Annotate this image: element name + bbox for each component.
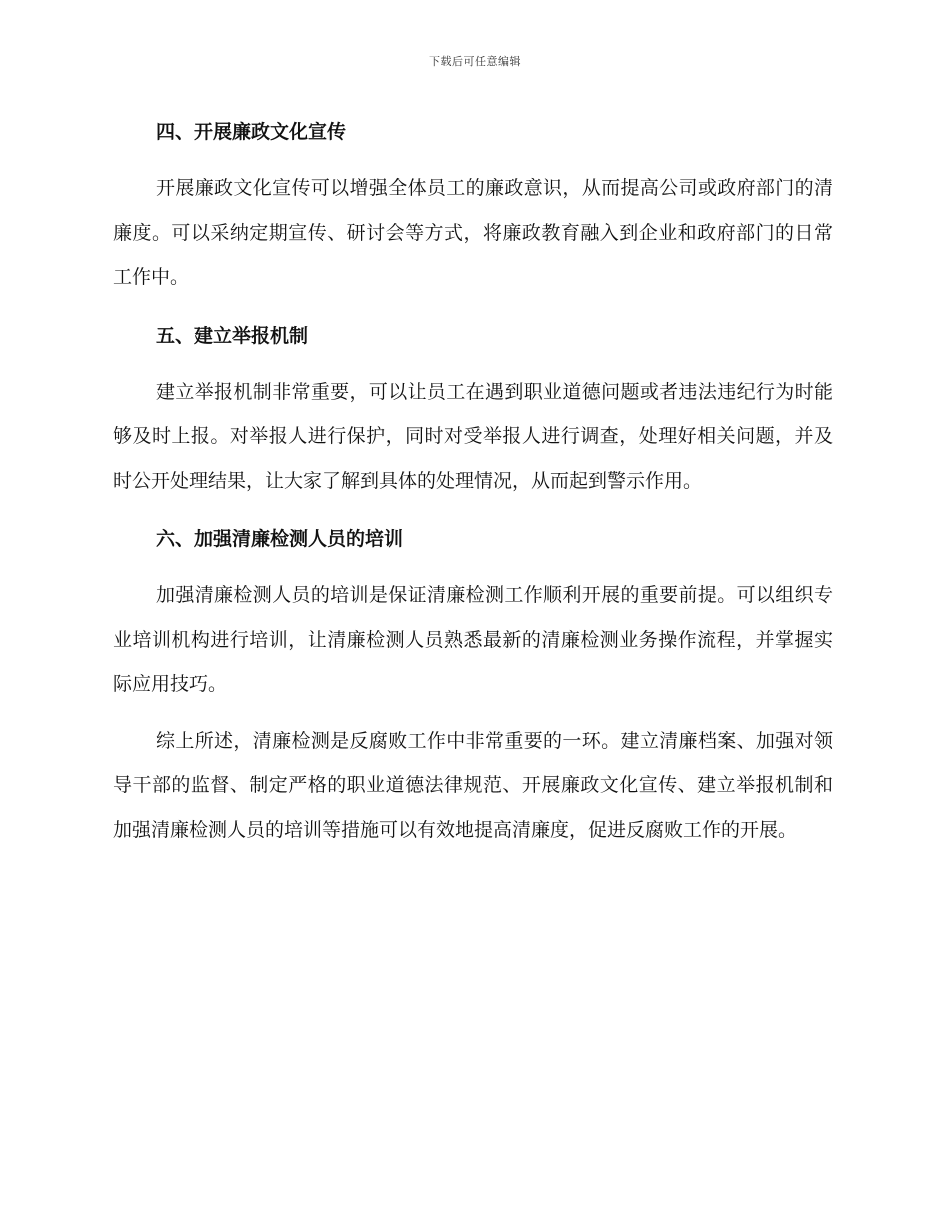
conclusion-paragraph: 综上所述，清廉检测是反腐败工作中非常重要的一环。建立清廉档案、加强对领导干部的监督、制定严格的职业道德法律规范、开展廉政文化宣传、建立举报机制和加强清廉检测人员的培训等措施可以有效地提高清廉度，促进反腐败工作的开展。 xyxy=(113,729,833,841)
section-heading-training: 六、加强清廉检测人员的培训 xyxy=(156,528,404,550)
document-body xyxy=(113,110,833,852)
section-heading-reporting: 五、建立举报机制 xyxy=(156,324,309,347)
page-header-note: 下载后可任意编辑 xyxy=(429,55,521,68)
section-paragraph-promotion: 开展廉政文化宣传可以增强全体员工的廉政意识，从而提高公司或政府部门的清廉度。可以采纳定期宣传、研讨会等方式，将廉政教育融入到企业和政府部门的日常工作中。 xyxy=(113,177,833,288)
section-paragraph-reporting: 建立举报机制非常重要，可以让员工在遇到职业道德问题或者违法违纪行为时能够及时上报。对举报人进行保护，同时对受举报人进行调查，处理好相关问题，并及时公开处理结果，让大家了解到具体的处理情况，从而起到警示作用。 xyxy=(113,380,833,492)
section-paragraph-training: 加强清廉检测人员的培训是保证清廉检测工作顺利开展的重要前提。可以组织专业培训机构进行培训，让清廉检测人员熟悉最新的清廉检测业务操作流程，并掌握实际应用技巧。 xyxy=(113,584,833,695)
section-heading-promotion: 四、开展廉政文化宣传 xyxy=(156,121,347,143)
